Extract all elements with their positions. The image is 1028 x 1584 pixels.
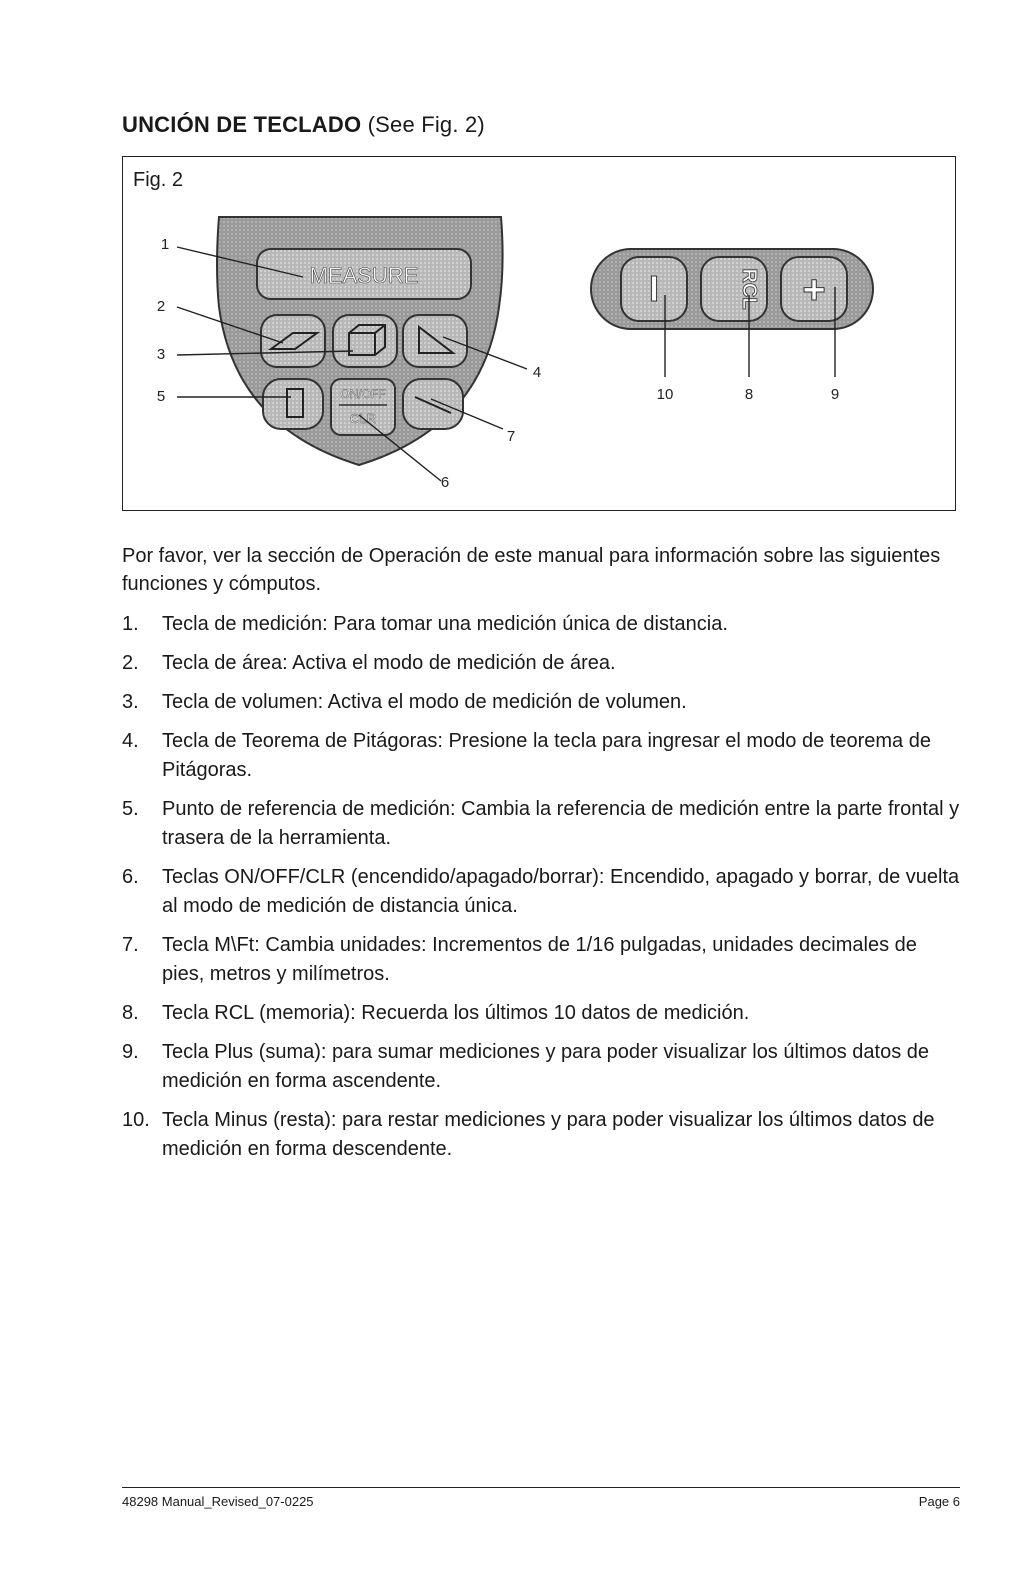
callout-7: 7 [506, 428, 516, 445]
area-key [261, 315, 325, 367]
list-item [122, 727, 962, 785]
key-function-list [122, 610, 962, 1174]
section-heading-ref: (See Fig. 2) [361, 112, 485, 137]
list-item-text: Tecla Plus (suma): para sumar mediciones y para poder visualizar los últimos datos de medición en forma ascendente. [162, 1041, 930, 1092]
pythagoras-key [403, 315, 467, 367]
reference-key [263, 379, 323, 429]
list-item-text: Tecla de Teorema de Pitágoras: Presione la tecla para ingresar el modo de teorema de Pitágoras. [162, 730, 931, 781]
list-item-number: 2. [122, 652, 139, 674]
footer-page-number: Page 6 [918, 1494, 960, 1509]
onoff-key-label: ON/OFF [340, 387, 386, 401]
volume-key [333, 315, 397, 367]
callout-2: 2 [156, 298, 166, 315]
list-item [122, 610, 962, 639]
list-item-text: Tecla de medición: Para tomar una medición única de distancia. [162, 613, 728, 635]
list-item-text: Tecla de área: Activa el modo de medición de área. [162, 652, 616, 674]
list-item [122, 863, 962, 921]
plus-key-label: + [802, 268, 826, 312]
callout-10: 10 [656, 386, 674, 403]
callout-6: 6 [440, 474, 450, 491]
figure-label: Fig. 2 [133, 169, 184, 191]
minus-key-label: I [648, 268, 660, 309]
section-heading-bold: UNCIÓN DE TECLADO [122, 112, 362, 137]
list-item-number: 1. [122, 613, 139, 635]
callout-8: 8 [744, 386, 754, 403]
list-item-number: 10. [122, 1109, 150, 1131]
rcl-key-label: RCL [738, 268, 760, 310]
list-item [122, 931, 962, 989]
list-item [122, 688, 962, 717]
list-item-text: Tecla M\Ft: Cambia unidades: Incrementos de 1/16 pulgadas, unidades decimales de pies, metros y milímetros. [162, 934, 917, 985]
callout-5: 5 [156, 388, 166, 405]
list-item-text: Tecla RCL (memoria): Recuerda los últimos 10 datos de medición. [162, 1002, 750, 1024]
keypad-illustration [123, 157, 957, 512]
list-item-number: 6. [122, 866, 139, 888]
list-item-number: 8. [122, 1002, 139, 1024]
callout-9: 9 [830, 386, 840, 403]
list-item [122, 649, 962, 678]
callout-4: 4 [532, 364, 542, 381]
footer-document-id: 48298 Manual_Revised_07-0225 [122, 1494, 314, 1509]
figure-2 [122, 156, 956, 511]
measure-key-label: MEASURE [309, 263, 419, 288]
list-item [122, 1106, 962, 1164]
list-item [122, 1038, 962, 1096]
list-item-number: 9. [122, 1041, 139, 1063]
list-item-text: Punto de referencia de medición: Cambia la referencia de medición entre la parte frontal y trasera de la herramienta. [162, 798, 960, 849]
section-heading [122, 112, 485, 138]
intro-paragraph: Por favor, ver la sección de Operación de este manual para información sobre las siguientes funciones y cómputos. [122, 545, 941, 595]
page-footer [122, 1487, 960, 1509]
clr-key-label: CLR [349, 411, 377, 426]
list-item-number: 4. [122, 730, 139, 752]
list-item [122, 795, 962, 853]
list-item-number: 5. [122, 798, 139, 820]
callout-1: 1 [160, 236, 170, 253]
list-item-number: 7. [122, 934, 139, 956]
list-item-number: 3. [122, 691, 139, 713]
list-item-text: Tecla de volumen: Activa el modo de medición de volumen. [162, 691, 687, 713]
list-item [122, 999, 962, 1028]
list-item-text: Tecla Minus (resta): para restar mediciones y para poder visualizar los últimos datos de medición en forma descendente. [162, 1109, 935, 1160]
callout-3: 3 [156, 346, 166, 363]
list-item-text: Teclas ON/OFF/CLR (encendido/apagado/borrar): Encendido, apagado y borrar, de vuelta al modo de medición de distancia única. [162, 866, 960, 917]
